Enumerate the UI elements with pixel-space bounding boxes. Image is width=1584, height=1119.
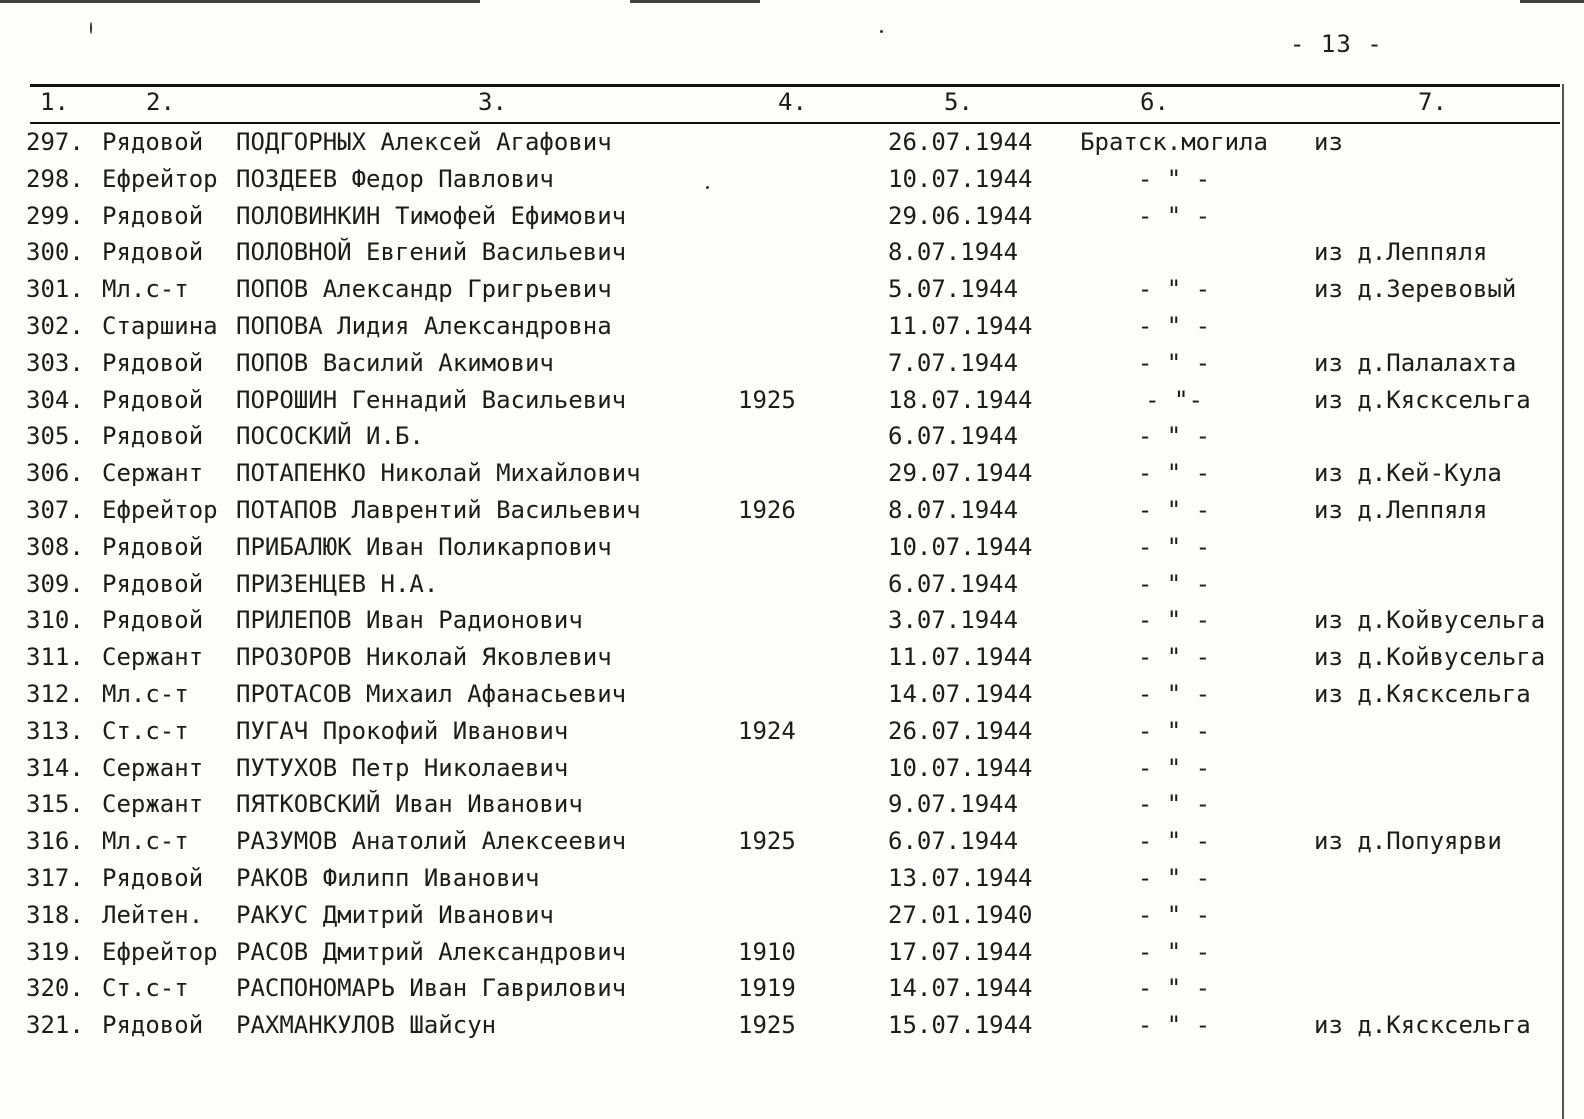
record-row <box>0 310 1584 347</box>
record-number: 306. <box>26 459 84 488</box>
record-origin: из д.Кясксельга <box>1314 385 1531 414</box>
record-death-date: 27.01.1940 <box>888 900 1033 929</box>
record-origin: из д.Леппяля <box>1314 495 1488 524</box>
record-row <box>0 163 1584 200</box>
record-number: 317. <box>26 863 84 892</box>
record-row <box>0 1009 1584 1046</box>
record-rank: Ефрейтор <box>102 164 218 193</box>
record-death-date: 5.07.1944 <box>888 275 1019 304</box>
record-name: ПОДГОРНЫХ Алексей Агафович <box>236 128 612 156</box>
record-burial-place: - " - <box>1137 422 1211 451</box>
record-number: 308. <box>26 532 84 561</box>
record-burial-place: - " - <box>1137 164 1211 193</box>
record-burial-place: - " - <box>1137 1011 1211 1040</box>
record-birth-year: 1925 <box>738 385 796 414</box>
record-row <box>0 604 1584 641</box>
record-death-date: 6.07.1944 <box>888 827 1019 856</box>
record-row <box>0 972 1584 1009</box>
record-rank: Сержант <box>102 753 204 782</box>
record-rank: Ефрейтор <box>102 937 218 966</box>
record-death-date: 14.07.1944 <box>888 974 1033 1003</box>
record-row <box>0 715 1584 752</box>
record-number: 303. <box>26 348 84 377</box>
record-name: ПРИЗЕНЦЕВ Н.А. <box>236 569 439 598</box>
record-death-date: 29.07.1944 <box>888 459 1033 488</box>
record-death-date: 18.07.1944 <box>888 385 1033 414</box>
ink-speck <box>706 186 709 189</box>
page-number: - 13 - <box>1290 30 1383 58</box>
record-burial-place: - "- <box>1145 385 1203 414</box>
record-burial-place: - " - <box>1137 716 1211 745</box>
record-row <box>0 678 1584 715</box>
record-birth-year: 1919 <box>738 974 796 1003</box>
record-name: РАЗУМОВ Анатолий Алексеевич <box>236 827 627 856</box>
record-origin: из д.Палалахта <box>1314 348 1517 377</box>
record-number: 319. <box>26 937 84 966</box>
record-number: 315. <box>26 790 84 819</box>
record-row <box>0 788 1584 825</box>
record-death-date: 26.07.1944 <box>888 716 1033 745</box>
record-rank: Ефрейтор <box>102 495 218 524</box>
top-edge-line <box>0 0 1584 3</box>
record-rank: Рядовой <box>102 348 204 377</box>
record-burial-place: - " - <box>1137 937 1211 966</box>
record-origin: из д.Кей-Кула <box>1314 459 1502 488</box>
record-burial-place: - " - <box>1137 753 1211 782</box>
record-burial-place: - " - <box>1137 495 1211 524</box>
record-death-date: 11.07.1944 <box>888 311 1033 340</box>
column-header-7: 7. <box>1418 88 1447 116</box>
record-origin: из д.Зеревовый <box>1314 275 1517 304</box>
record-row <box>0 899 1584 936</box>
record-row <box>0 236 1584 273</box>
record-burial-place: - " - <box>1137 348 1211 377</box>
record-birth-year: 1910 <box>738 937 796 966</box>
record-number: 301. <box>26 275 84 304</box>
record-rank: Мл.с-т <box>102 679 189 708</box>
record-name: ПОПОВ Александр Григрьевич <box>236 275 612 304</box>
record-number: 302. <box>26 311 84 340</box>
record-name: РАКУС Дмитрий Иванович <box>236 900 554 929</box>
record-rank: Старшина <box>102 311 218 340</box>
record-death-date: 9.07.1944 <box>888 790 1019 819</box>
record-name: ПРОЗОРОВ Николай Яковлевич <box>236 643 612 672</box>
record-number: 321. <box>26 1011 84 1040</box>
record-death-date: 10.07.1944 <box>888 753 1033 782</box>
record-origin: из д.Леппяля <box>1314 238 1488 267</box>
record-birth-year: 1925 <box>738 827 796 856</box>
record-death-date: 14.07.1944 <box>888 679 1033 708</box>
record-burial-place: - " - <box>1137 569 1211 598</box>
record-burial-place: - " - <box>1137 532 1211 561</box>
record-death-date: 26.07.1944 <box>888 128 1033 156</box>
record-origin: из д.Попуярви <box>1314 827 1502 856</box>
record-rank: Ст.с-т <box>102 716 189 745</box>
record-number: 318. <box>26 900 84 929</box>
record-number: 310. <box>26 606 84 635</box>
column-header-2: 2. <box>146 88 175 116</box>
record-row <box>0 936 1584 973</box>
record-number: 300. <box>26 238 84 267</box>
record-name: РАСОВ Дмитрий Александрович <box>236 937 627 966</box>
record-number: 304. <box>26 385 84 414</box>
column-header-1: 1. <box>40 88 69 116</box>
record-name: ПОРОШИН Геннадий Васильевич <box>236 385 627 414</box>
record-name: ПОТАПОВ Лаврентий Васильевич <box>236 495 641 524</box>
record-death-date: 8.07.1944 <box>888 238 1019 267</box>
header-rule-bottom <box>30 122 1560 124</box>
record-burial-place: Братск.могила <box>1080 128 1268 156</box>
record-name: ПОЛОВИНКИН Тимофей Ефимович <box>236 201 627 230</box>
record-burial-place: - " - <box>1137 311 1211 340</box>
record-number: 307. <box>26 495 84 524</box>
record-rank: Лейтен. <box>102 900 204 929</box>
record-death-date: 3.07.1944 <box>888 606 1019 635</box>
record-name: ПОЗДЕЕВ Федор Павлович <box>236 164 554 193</box>
record-number: 313. <box>26 716 84 745</box>
record-name: ПОПОВ Василий Акимович <box>236 348 554 377</box>
record-number: 311. <box>26 643 84 672</box>
record-birth-year: 1924 <box>738 716 796 745</box>
record-row <box>0 200 1584 237</box>
record-name: ПРИЛЕПОВ Иван Радионович <box>236 606 583 635</box>
record-origin: из д.Койвусельга <box>1314 606 1546 635</box>
record-row <box>0 862 1584 899</box>
record-burial-place: - " - <box>1137 679 1211 708</box>
record-rank: Мл.с-т <box>102 827 189 856</box>
record-row <box>0 384 1584 421</box>
record-number: 312. <box>26 679 84 708</box>
record-number: 305. <box>26 422 84 451</box>
record-burial-place: - " - <box>1137 974 1211 1003</box>
record-death-date: 17.07.1944 <box>888 937 1033 966</box>
record-death-date: 6.07.1944 <box>888 422 1019 451</box>
record-row <box>0 347 1584 384</box>
column-header-5: 5. <box>944 88 973 116</box>
record-rank: Рядовой <box>102 569 204 598</box>
record-death-date: 11.07.1944 <box>888 643 1033 672</box>
record-rank: Рядовой <box>102 238 204 267</box>
record-number: 299. <box>26 201 84 230</box>
record-birth-year: 1926 <box>738 495 796 524</box>
record-death-date: 29.06.1944 <box>888 201 1033 230</box>
record-name: ПРИБАЛЮК Иван Поликарпович <box>236 532 612 561</box>
record-name: ПОЛОВНОЙ Евгений Васильевич <box>236 238 627 267</box>
record-name: ПОПОВА Лидия Александровна <box>236 311 612 340</box>
record-origin: из д.Кясксельга <box>1314 1011 1531 1040</box>
record-death-date: 6.07.1944 <box>888 569 1019 598</box>
record-name: ПУТУХОВ Петр Николаевич <box>236 753 569 782</box>
record-rank: Сержант <box>102 790 204 819</box>
record-burial-place: - " - <box>1137 900 1211 929</box>
record-rank: Рядовой <box>102 606 204 635</box>
record-death-date: 10.07.1944 <box>888 532 1033 561</box>
record-birth-year: 1925 <box>738 1011 796 1040</box>
record-row <box>0 752 1584 789</box>
record-burial-place: - " - <box>1137 863 1211 892</box>
record-number: 314. <box>26 753 84 782</box>
record-name: РАСПОНОМАРЬ Иван Гаврилович <box>236 974 627 1003</box>
record-burial-place: - " - <box>1137 201 1211 230</box>
record-rank: Рядовой <box>102 1011 204 1040</box>
record-list <box>0 126 1584 1046</box>
record-death-date: 7.07.1944 <box>888 348 1019 377</box>
record-death-date: 8.07.1944 <box>888 495 1019 524</box>
record-row <box>0 457 1584 494</box>
header-rule-top <box>30 84 1560 87</box>
record-origin: из <box>1314 128 1343 156</box>
record-burial-place: - " - <box>1137 827 1211 856</box>
record-row <box>0 126 1584 163</box>
record-rank: Сержант <box>102 459 204 488</box>
column-header-3: 3. <box>478 88 507 116</box>
record-number: 298. <box>26 164 84 193</box>
record-rank: Ст.с-т <box>102 974 189 1003</box>
column-header-4: 4. <box>778 88 807 116</box>
record-row <box>0 825 1584 862</box>
record-burial-place: - " - <box>1137 275 1211 304</box>
record-name: ПОТАПЕНКО Николай Михайлович <box>236 459 641 488</box>
record-burial-place: - " - <box>1137 643 1211 672</box>
record-name: ПОСОСКИЙ И.Б. <box>236 422 424 451</box>
record-row <box>0 641 1584 678</box>
record-origin: из д.Кясксельга <box>1314 679 1531 708</box>
record-row <box>0 420 1584 457</box>
record-death-date: 10.07.1944 <box>888 164 1033 193</box>
record-rank: Рядовой <box>102 863 204 892</box>
record-burial-place: - " - <box>1137 790 1211 819</box>
record-rank: Рядовой <box>102 422 204 451</box>
record-number: 320. <box>26 974 84 1003</box>
record-death-date: 13.07.1944 <box>888 863 1033 892</box>
ink-speck <box>880 30 883 33</box>
record-rank: Рядовой <box>102 532 204 561</box>
record-rank: Сержант <box>102 643 204 672</box>
record-row <box>0 568 1584 605</box>
record-burial-place: - " - <box>1137 459 1211 488</box>
record-number: 297. <box>26 128 84 156</box>
record-death-date: 15.07.1944 <box>888 1011 1033 1040</box>
record-name: ПРОТАСОВ Михаил Афанасьевич <box>236 679 627 708</box>
record-rank: Рядовой <box>102 385 204 414</box>
record-name: ПЯТКОВСКИЙ Иван Иванович <box>236 790 583 819</box>
record-rank: Рядовой <box>102 201 204 230</box>
record-rank: Рядовой <box>102 128 204 156</box>
ink-speck <box>90 22 92 34</box>
record-number: 309. <box>26 569 84 598</box>
column-header-row <box>0 88 1584 120</box>
record-rank: Мл.с-т <box>102 275 189 304</box>
column-header-6: 6. <box>1140 88 1169 116</box>
record-name: ПУГАЧ Прокофий Иванович <box>236 716 569 745</box>
record-name: РАХМАНКУЛОВ Шайсун <box>236 1011 497 1040</box>
record-origin: из д.Койвусельга <box>1314 643 1546 672</box>
record-row <box>0 531 1584 568</box>
record-name: РАКОВ Филипп Иванович <box>236 863 540 892</box>
record-number: 316. <box>26 827 84 856</box>
record-burial-place: - " - <box>1137 606 1211 635</box>
record-row <box>0 494 1584 531</box>
record-row <box>0 273 1584 310</box>
